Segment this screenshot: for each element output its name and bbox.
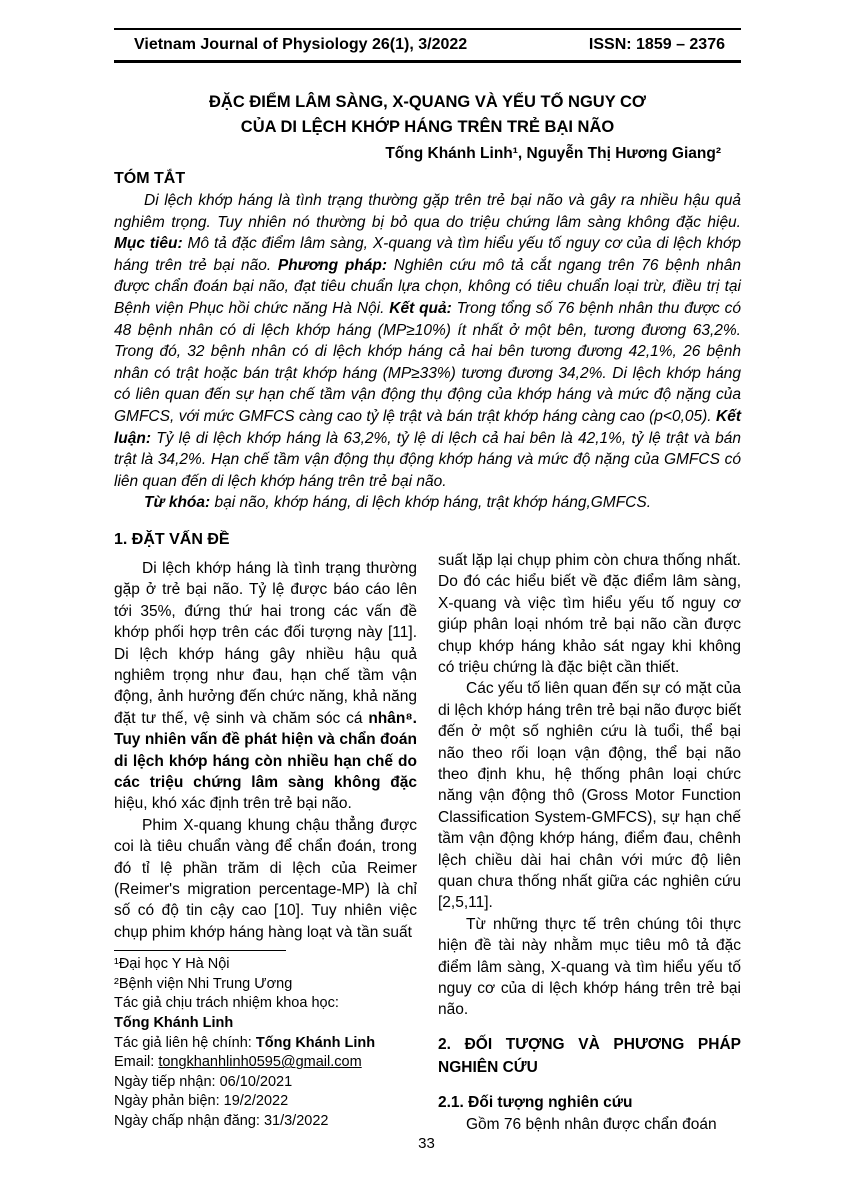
section-1-heading: 1. ĐẶT VẤN ĐỀ: [114, 530, 230, 548]
keywords-label: Từ khóa:: [144, 494, 211, 512]
accepted-date: Ngày chấp nhận đăng: 31/3/2022: [114, 1112, 329, 1129]
intro-paragraph-3: suất lặp lại chụp phim còn chưa thống nhất. Do đó các hiểu biết về đặc điểm lâm sàng, X-quang và việc tìm hiểu yếu tố nguy cơ giúp phân loại nhóm trẻ bại não cần được chụp khớp háng khảo sát ngay khi không có triệu chứng là đặc biệt cần thiết.: [438, 551, 741, 676]
responsible-author-name: Tống Khánh Linh: [114, 1015, 234, 1031]
affiliation-2: ²Bệnh viện Nhi Trung Ương: [114, 975, 293, 992]
abstract-intro-text: Di lệch khớp háng là tình trạng thường gặp trên trẻ bại não và gây ra nhiều hậu quả nghiêm trọng. Tuy nhiên nó thường bị bỏ qua do triệu chứng lâm sàng không đặc hiệu.: [114, 192, 741, 231]
abstract-results-text: Trong tổng số 76 bệnh nhân thu được có 48 bệnh nhân có di lệch khớp háng (MP≥10%) ít nhất ở một bên, tương đương 63,2%. Trong đó, 32 bệnh nhân có di lệch khớp háng cả hai bên tương đương 42,1%, 26 bệnh nhân có trật hoặc bán trật khớp háng (MP≥33%) tương đương 34,2%. Di lệch khớp háng có liên quan đến sự hạn chế tầm vận động thụ động của khớp háng và mức độ nặng của GMFCS, với mức GMFCS càng cao tỷ lệ trật và bán trật khớp háng càng cao (p<0,05).: [114, 299, 742, 425]
right-column: [438, 529, 741, 1135]
intro-paragraph-1-text: Di lệch khớp háng là tình trạng thường gặp ở trẻ bại não. Tỷ lệ được báo cáo lên tới 35%, đứng thứ hai trong các vấn đề khớp phối hợp trên các đối tượng này [11]. Di lệch khớp háng gây nhiều hậu quả nghiêm trọng như đau, hạn chế tầm vận động, ảnh hưởng đến chức năng, khả năng đặt tư thế, vệ sinh và chăm sóc cá: [114, 559, 417, 727]
intro-paragraph-2: Phim X-quang khung chậu thẳng được coi là tiêu chuẩn vàng để chẩn đoán, trong đó tỉ lệ phần trăm di lệch của Reimer (Reimer's migration percentage-MP) là chỉ số có độ tin cậy cao [10]. Tuy nhiên việc chụp phim khớp háng hàng loạt và tần suất: [114, 816, 417, 941]
keywords-text: bại não, khớp háng, di lệch khớp háng, trật khớp háng,GMFCS.: [210, 494, 652, 512]
authors-line: Tống Khánh Linh¹, Nguyễn Thị Hương Giang²: [385, 145, 721, 162]
intro-paragraph-1-end-text: hiệu, khó xác định trên trẻ bại não.: [114, 795, 352, 813]
corresponding-author-name: Tống Khánh Linh: [255, 1034, 376, 1051]
title-line-2: CỦA DI LỆCH KHỚP HÁNG TRÊN TRẺ BẠI NÃO: [240, 118, 615, 136]
footnotes-block: [114, 955, 417, 1131]
abstract-paragraph: [114, 190, 741, 492]
corresponding-author-label: Tác giả liên hệ chính:: [114, 1034, 256, 1051]
abstract-methods-label: Phương pháp:: [277, 256, 388, 274]
page-number: 33: [418, 1135, 435, 1152]
two-column-body: [114, 529, 741, 1135]
email-label: Email:: [114, 1054, 159, 1071]
title-line-1: ĐẶC ĐIỂM LÂM SÀNG, X-QUANG VÀ YẾU TỐ NGUY CƠ: [209, 93, 646, 111]
responsible-author-label: Tác giả chịu trách nhiệm khoa học:: [114, 995, 339, 1012]
keywords-line: [114, 492, 741, 514]
abstract-methods-text: Nghiên cứu mô tả cắt ngang trên 76 bệnh nhân được chẩn đoán bại não, đạt tiêu chuẩn lựa chọn, không có tiêu chuẩn loại trừ, điều trị tại Bệnh viện Phục hồi chức năng Hà Nội.: [114, 256, 741, 317]
email-line: [114, 1053, 417, 1073]
affiliation-1: ¹Đại học Y Hà Nội: [114, 956, 230, 973]
section-2-1-heading: 2.1. Đối tượng nghiên cứu: [438, 1093, 633, 1111]
footnote-divider: [114, 950, 286, 951]
journal-issn: ISSN: 1859 – 2376: [588, 36, 725, 53]
abstract-objective-label: Mục tiêu:: [114, 235, 183, 253]
intro-paragraph-1-bold-text: nhân⁸. Tuy nhiên vấn đề phát hiện và chẩn đoán di lệch khớp háng còn nhiều hạn chế do các triệu chứng lâm sàng không đặc: [114, 709, 417, 791]
received-date: Ngày tiếp nhận: 06/10/2021: [114, 1073, 293, 1090]
abstract-heading: TÓM TẮT: [114, 170, 186, 187]
left-column: [114, 529, 417, 1135]
journal-header: [114, 28, 741, 63]
subjects-paragraph: Gồm 76 bệnh nhân được chẩn đoán: [466, 1115, 717, 1133]
intro-paragraph-4: Các yếu tố liên quan đến sự có mặt của di lệch khớp háng trên trẻ bại não được biết đến ở một số nghiên cứu là tuổi, thể bại não theo rối loạn vận động, thể bại não theo định khu, hệ thống phân loại chức năng vận động thô (Gross Motor Function Classification System-GMFCS), sự hạn chế tầm vận động khớp háng, điểm đau, chênh lệch chiều dài hai chân với mức độ liên quan chưa thống nhất giữa các nghiên cứu [2,5,11].: [438, 680, 741, 912]
abstract-conclusion-text: Tỷ lệ di lệch khớp háng là 63,2%, tỷ lệ di lệch cả hai bên là 42,1%, tỷ lệ trật và bán trật là 34,2%. Hạn chế tầm vận động thụ động khớp háng và mức độ nặng của GMFCS có liên quan đến di lệch khớp háng trên trẻ bại não.: [114, 429, 741, 490]
intro-paragraph-1: [114, 558, 417, 815]
abstract-results-label: Kết quả:: [389, 299, 452, 317]
abstract-conclusion-label: Kết luận:: [114, 407, 741, 447]
paper-title: [114, 90, 741, 140]
review-date: Ngày phản biện: 19/2/2022: [114, 1093, 289, 1110]
journal-name: Vietnam Journal of Physiology 26(1), 3/2022: [134, 36, 468, 53]
email-link[interactable]: tongkhanhlinh0595@gmail.com: [158, 1054, 362, 1071]
abstract-objective-text: Mô tả đặc điểm lâm sàng, X-quang và tìm hiểu yếu tố nguy cơ của di lệch khớp háng trên trẻ bại não.: [114, 235, 741, 274]
section-2-heading: 2. ĐỐI TƯỢNG VÀ PHƯƠNG PHÁP NGHIÊN CỨU: [438, 1035, 741, 1076]
corresponding-author-line: [114, 1034, 417, 1054]
intro-paragraph-5: Từ những thực tế trên chúng tôi thực hiện đề tài này nhằm mục tiêu mô tả đặc điểm lâm sàng, X-quang và tìm hiểu yếu tố nguy cơ của di lệch khớp háng trên trẻ bại não.: [438, 915, 741, 1019]
